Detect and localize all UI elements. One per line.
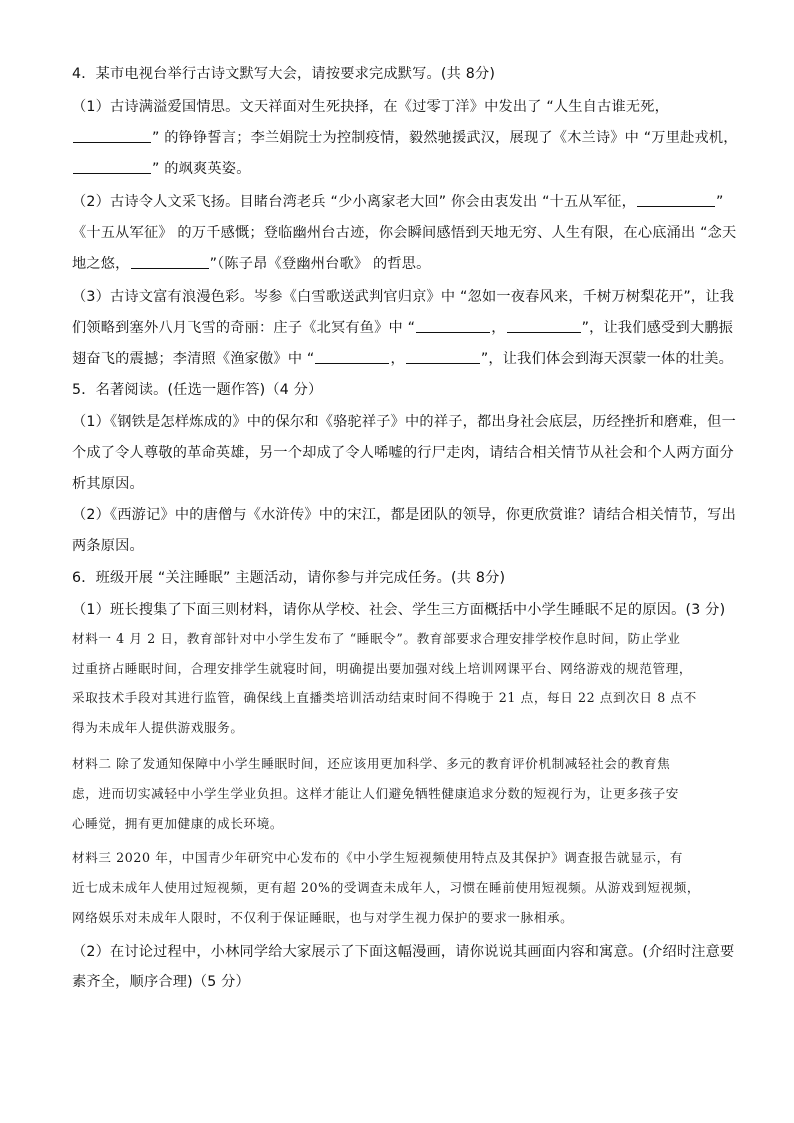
answer-blank[interactable] bbox=[73, 159, 151, 174]
q4-part3-line3: 翅奋飞的震撼；李清照《渔家傲》中 “ ， ”，让我们体会到海天溟蒙一体的壮美。 bbox=[72, 351, 733, 367]
answer-blank[interactable] bbox=[73, 128, 151, 143]
material-3-line1: 材料三 2020 年，中国青少年研究中心发布的《中小学生短视频使用特点及其保护》调查报告就显示，有 bbox=[72, 850, 683, 865]
answer-blank[interactable] bbox=[131, 254, 209, 269]
q5-title: 5．名著阅读。(任选一题作答)（4 分） bbox=[72, 382, 323, 398]
q4-part3-line2: 们领略到塞外八月飞雪的奇丽：庄子《北冥有鱼》中 “ ， ”，让我们感受到大鹏振 bbox=[72, 320, 734, 336]
q4-part1-line1: （1）古诗满溢爱国情思。文天祥面对生死抉择，在《过零丁洋》中发出了 “人生自古谁无死， bbox=[72, 99, 669, 115]
q5-part2-line1: （2）《西游记》中的唐僧与《水浒传》中的宋江，都是团队的领导，你更欣赏谁？请结合相关情节，写出 bbox=[72, 507, 736, 523]
q4-part2-line3: 地之悠， ”（陈子昂《登幽州台歌》 的哲思。 bbox=[72, 256, 431, 272]
material-2-line3: 心睡觉，拥有更加健康的成长环境。 bbox=[72, 816, 284, 831]
q4-part2-line1: （2）古诗令人文采飞扬。目睹台湾老兵 “少小离家老大回” 你会由衷发出 “十五从军征， ” bbox=[72, 194, 724, 210]
material-1-line1: 材料一 4 月 2 日，教育部针对中小学生发布了 “睡眠令”。教育部要求合理安排学校作息时间，防止学业 bbox=[72, 631, 681, 646]
answer-blank[interactable] bbox=[315, 349, 389, 364]
material-3-line2: 近七成未成年人使用过短视频，更有超 20%的受调查未成年人，习惯在睡前使用短视频。从游戏到短视频， bbox=[72, 880, 701, 895]
material-2-line2: 虑，进而切实减轻中小学生学业负担。这样才能让人们避免牺牲健康追求分数的短视行为，让更多孩子安 bbox=[72, 786, 679, 801]
q5-part2-line2: 两条原因。 bbox=[72, 538, 144, 554]
q6-part1: （1）班长搜集了下面三则材料，请你从学校、社会、学生三方面概括中小学生睡眠不足的原因。(3 分) bbox=[72, 602, 726, 618]
q5-part1-line1: （1）《钢铁是怎样炼成的》中的保尔和《骆驼祥子》中的祥子，都出身社会底层，历经挫折和磨难，但一 bbox=[72, 414, 736, 430]
answer-blank[interactable] bbox=[637, 192, 715, 207]
q6-title: 6．班级开展 “关注睡眠” 主题活动，请你参与并完成任务。(共 8分) bbox=[72, 570, 506, 586]
q4-part1-line3: ” 的飒爽英姿。 bbox=[72, 159, 251, 179]
material-1-line3: 采取技术手段对其进行监管，确保线上直播类培训活动结束时间不得晚于 21 点，每日 22 点到次日 8 点不 bbox=[72, 690, 697, 705]
answer-blank[interactable] bbox=[507, 318, 581, 333]
answer-blank[interactable] bbox=[406, 349, 480, 364]
material-1-line4: 得为未成年人提供游戏服务。 bbox=[72, 720, 244, 735]
answer-blank[interactable] bbox=[416, 318, 490, 333]
q5-part1-line2: 个成了令人尊敬的革命英雄，另一个却成了令人唏嘘的行尸走肉，请结合相关情节从社会和个人两方面分 bbox=[72, 445, 734, 461]
q4-part2-line2: 《十五从军征》 的万千感慨；登临幽州台古迹，你会瞬间感悟到天地无穷、人生有限，在心底涌出 “念天 bbox=[72, 225, 737, 241]
q6-part2-line2: 素齐全，顺序合理)（5 分） bbox=[72, 974, 250, 990]
q4-part1-line2: ” 的铮铮誓言；李兰娟院士为控制疫情，毅然驰援武汉，展现了《木兰诗》中 “万里赴戎机， bbox=[72, 128, 738, 148]
q4-part3-line1: （3）古诗文富有浪漫色彩。岑参《白雪歌送武判官归京》中 “忽如一夜春风来，千树万树梨花开”，让我 bbox=[72, 289, 735, 305]
q6-part2-line1: （2）在讨论过程中，小林同学给大家展示了下面这幅漫画，请你说说其画面内容和寓意。(介绍时注意要 bbox=[72, 944, 735, 960]
material-3-line3: 网络娱乐对未成年人限时，不仅利于保证睡眠，也与对学生视力保护的要求一脉相承。 bbox=[72, 910, 574, 925]
q5-part1-line3: 析其原因。 bbox=[72, 476, 144, 492]
q4-title: 4．某市电视台举行古诗文默写大会，请按要求完成默写。(共 8分) bbox=[72, 66, 496, 82]
material-2-line1: 材料二 除了发通知保障中小学生睡眠时间，还应该用更加科学、多元的教育评价机制减轻社会的教育焦 bbox=[72, 756, 671, 771]
material-1-line2: 过重挤占睡眠时间，合理安排学生就寝时间，明确提出要加强对线上培训网课平台、网络游戏的规范管理， bbox=[72, 661, 693, 676]
